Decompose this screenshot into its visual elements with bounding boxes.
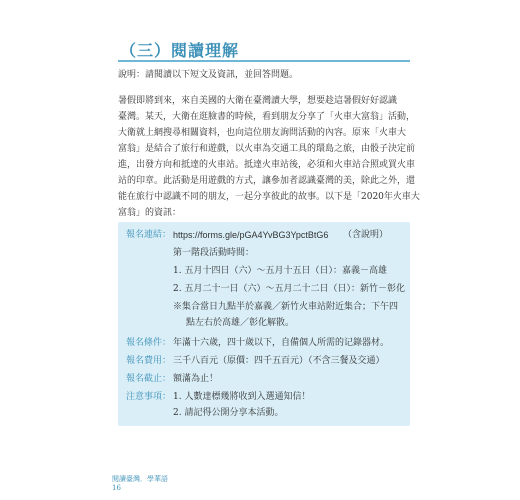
section-heading: （三）閱讀理解: [120, 41, 240, 60]
fee-text: 三千八百元（原價：四千五百元）（不含三餐及交通）: [173, 356, 385, 366]
notice-label: 注意事項：: [126, 392, 172, 402]
stage-note: ※集合當日九點半於嘉義／新竹火車站附近集合；下午四: [173, 302, 399, 312]
info-box: [118, 222, 410, 426]
stage-note: 點左右於高雄／彰化解散。: [186, 318, 295, 328]
notice-item: 1. 人數達標幾將收到入選通知信！: [173, 392, 311, 402]
condition-text: 年滿十六歲，四十歲以下，自備個人所需的记錄器材。: [173, 338, 390, 348]
paragraph-line: 進，出發方向和抵達的火車站。抵達火車站後，必須和火車站合照或買火車: [118, 160, 416, 170]
book-title: 閱讀臺灣．學華語: [112, 475, 168, 483]
page-number: 16: [112, 484, 121, 492]
stage-item: 1. 五月十四日（六）～五月十五日（日）：嘉義－高雄: [173, 266, 387, 276]
link-note: （含說明）: [343, 230, 389, 240]
instruction-text: 說明：請閱讀以下短文及資訊，並回答問題。: [118, 70, 299, 80]
paragraph-line: 大衛就上網搜尋相關資料，也向這位朋友詢問活動的內容。原來「火車大: [118, 128, 407, 138]
paragraph-line: 能在旅行中認識不同的朋友，一起分享彼此的故事。以下是「2020年火車大: [118, 192, 420, 202]
notice-item: 2. 請記得公開分享本活動。: [173, 408, 284, 418]
fee-label: 報名費用：: [126, 356, 172, 366]
paragraph-line: 富翁」的資訊：: [118, 208, 182, 218]
paragraph-line: 暑假即將到來，來自美國的大衛在臺灣讀大學，想要趁這暑假好好認識: [118, 96, 398, 106]
stage-title: 第一階段活動時間：: [173, 248, 255, 258]
paragraph-line: 富翁」是結合了旅行和遊戲，以火車為交通工具的環島之旅，由骰子決定前: [118, 144, 416, 154]
heading-underline: [118, 60, 410, 62]
paragraph-line: 臺灣。某天，大衛在逛臉書的時候，看到朋友分享了「火車大富翁」活動，: [118, 112, 416, 122]
deadline-label: 報名截止：: [126, 374, 172, 384]
paragraph-line: 站的印章。此活動是用遊戲的方式，讓參加者認識臺灣的美，除此之外，還: [118, 176, 416, 186]
stage-item: 2. 五月二十一日（六）～五月二十二日（日）：新竹－彰化: [173, 284, 405, 294]
condition-label: 報名條件：: [126, 338, 172, 348]
deadline-text: 額滿為止！: [173, 374, 219, 384]
registration-link[interactable]: https://forms.gle/pGA4YvBG3YpctBtG6: [173, 230, 329, 240]
link-label: 報名連結：: [126, 230, 172, 240]
